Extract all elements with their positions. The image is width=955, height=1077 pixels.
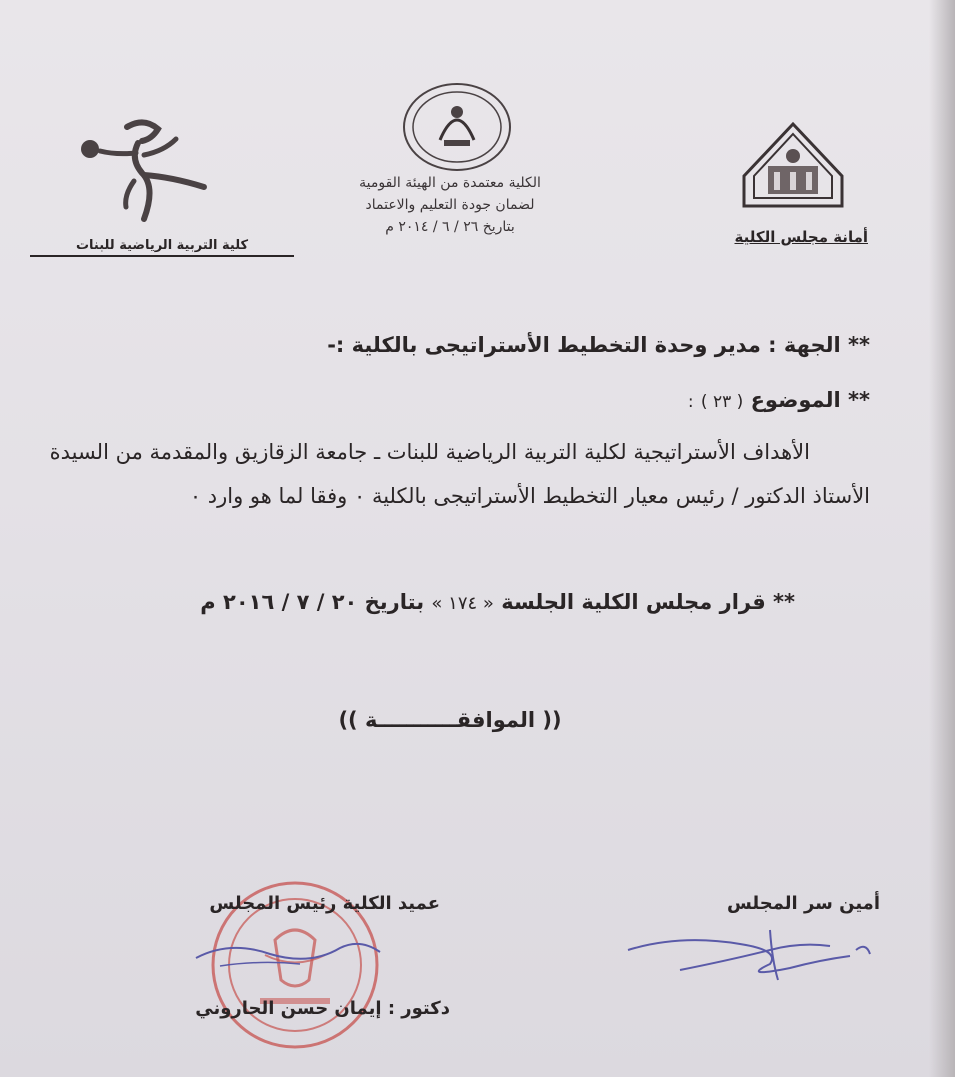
accreditation-line-3: بتاريخ ٢٦ / ٦ / ٢٠١٤ م — [385, 219, 515, 235]
destination-label: الجهة — [783, 333, 841, 357]
subject-label: الموضوع — [750, 388, 841, 412]
decision-stars: ** — [773, 590, 795, 614]
dean-signature-icon — [190, 930, 390, 980]
approval-close: )) — [338, 708, 358, 732]
council-secretariat-title: أمانة مجلس الكلية — [734, 228, 868, 246]
approval-open: (( — [542, 708, 562, 732]
dean-name: دكتور : إيمان حسن الحاروني — [195, 998, 450, 1019]
subject-body — [30, 430, 870, 518]
subject-body-text: الأهداف الأستراتيجية لكلية التربية الرياضية للبنات ـ جامعة الزقازيق والمقدمة من السيدة الأستاذ الدكتور / رئيس معيار التخطيط الأستراتيجى بالكلية ٠ وفقا لما هو وارد ٠ — [49, 440, 870, 508]
approval-word: الموافقـــــــــــة — [364, 708, 536, 732]
subject-suffix: : — [687, 392, 694, 412]
accreditation-seal-icon — [400, 80, 514, 174]
accreditation-text — [290, 172, 610, 238]
council-decision-line — [35, 590, 795, 614]
decision-session: « ١٧٤ » — [431, 593, 494, 614]
faculty-name: كلية التربية الرياضية للبنات — [30, 238, 294, 257]
page-edge-shadow — [929, 0, 955, 1077]
accreditation-line-2: لضمان جودة التعليم والاعتماد — [365, 197, 535, 213]
secretary-signature-icon — [620, 920, 880, 990]
university-emblem-icon — [738, 120, 848, 212]
destination-line — [70, 333, 870, 357]
subject-number: ( ٢٣ ) — [700, 392, 744, 412]
subject-stars: ** — [848, 388, 870, 412]
accreditation-line-1: الكلية معتمدة من الهيئة القومية — [359, 175, 541, 191]
council-secretary-title: أمين سر المجلس — [726, 893, 880, 914]
destination-text: : مدير وحدة التخطيط الأستراتيجى بالكلية :- — [327, 333, 777, 357]
decision-text: قرار مجلس الكلية الجلسة — [501, 590, 766, 614]
subject-line — [70, 388, 870, 412]
decision-date: بتاريخ ٢٠ / ٧ / ٢٠١٦ م — [200, 590, 425, 614]
dean-title: عميد الكلية رئيس المجلس — [209, 893, 440, 914]
runner-logo-icon — [72, 115, 212, 233]
approval-text — [280, 708, 620, 732]
destination-stars: ** — [848, 333, 870, 357]
